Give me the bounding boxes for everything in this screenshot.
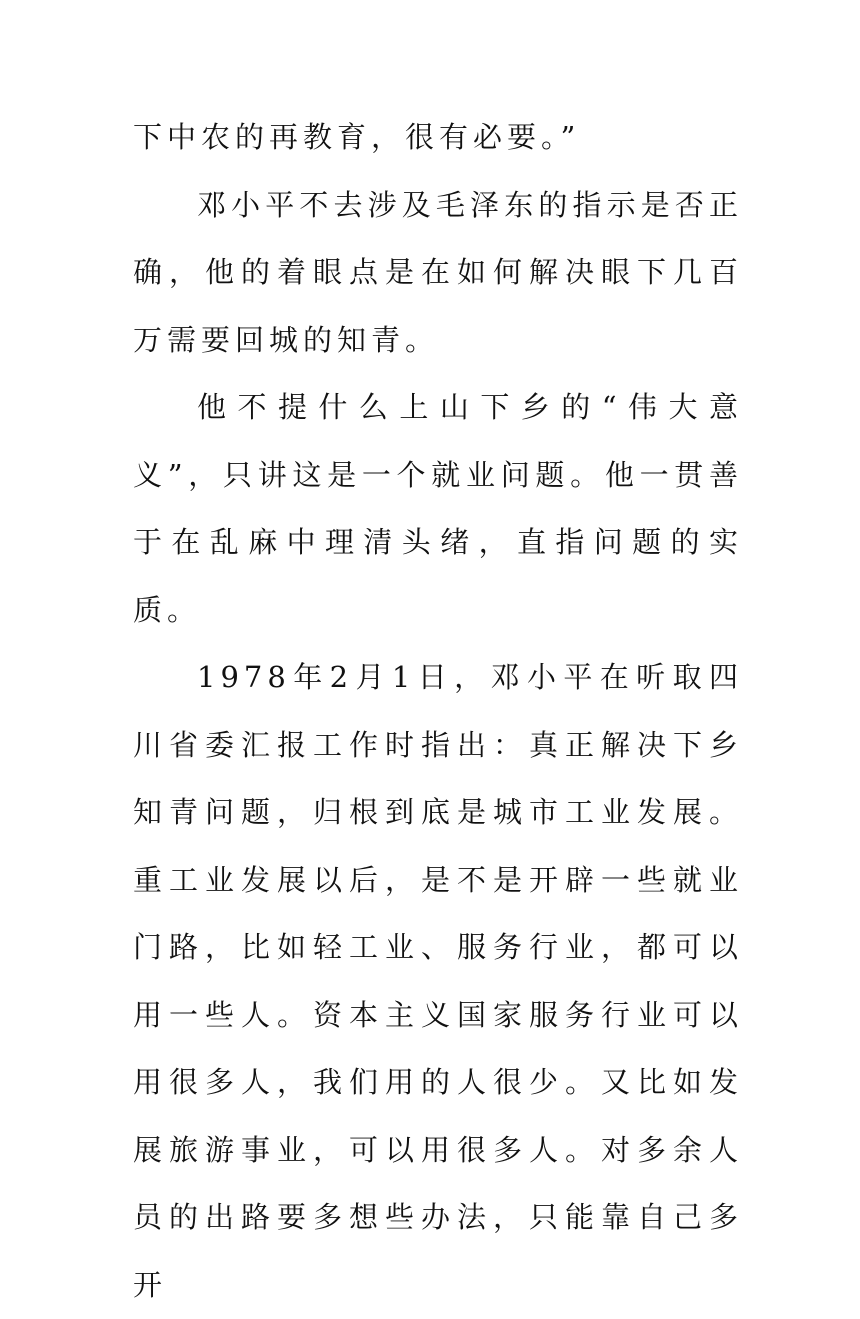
paragraph-continuation: 下中农的再教育，很有必要。” bbox=[133, 120, 581, 154]
paragraph: 1978年2月1日，邓小平在听取四川省委汇报工作时指出：真正解决下乡知青问题，归根到底是城市工业发展。重工业发展以后，是不是开辟一些就业门路，比如轻工业、服务行业，都可以用一些人。资本主义国家服务行业可以用很多人，我们用的人很少。又比如发展旅游事业，可以用很多人。对多余人员的出路要多想些办法，只能靠自己多开 bbox=[133, 660, 743, 1302]
paragraph: 邓小平不去涉及毛泽东的指示是否正确，他的着眼点是在如何解决眼下几百万需要回城的知青。 bbox=[133, 187, 743, 357]
paragraph: 他不提什么上山下乡的“伟大意义”，只讲这是一个就业问题。他一贯善于在乱麻中理清头绪，直指问题的实质。 bbox=[133, 390, 743, 627]
body-text bbox=[133, 104, 743, 1319]
